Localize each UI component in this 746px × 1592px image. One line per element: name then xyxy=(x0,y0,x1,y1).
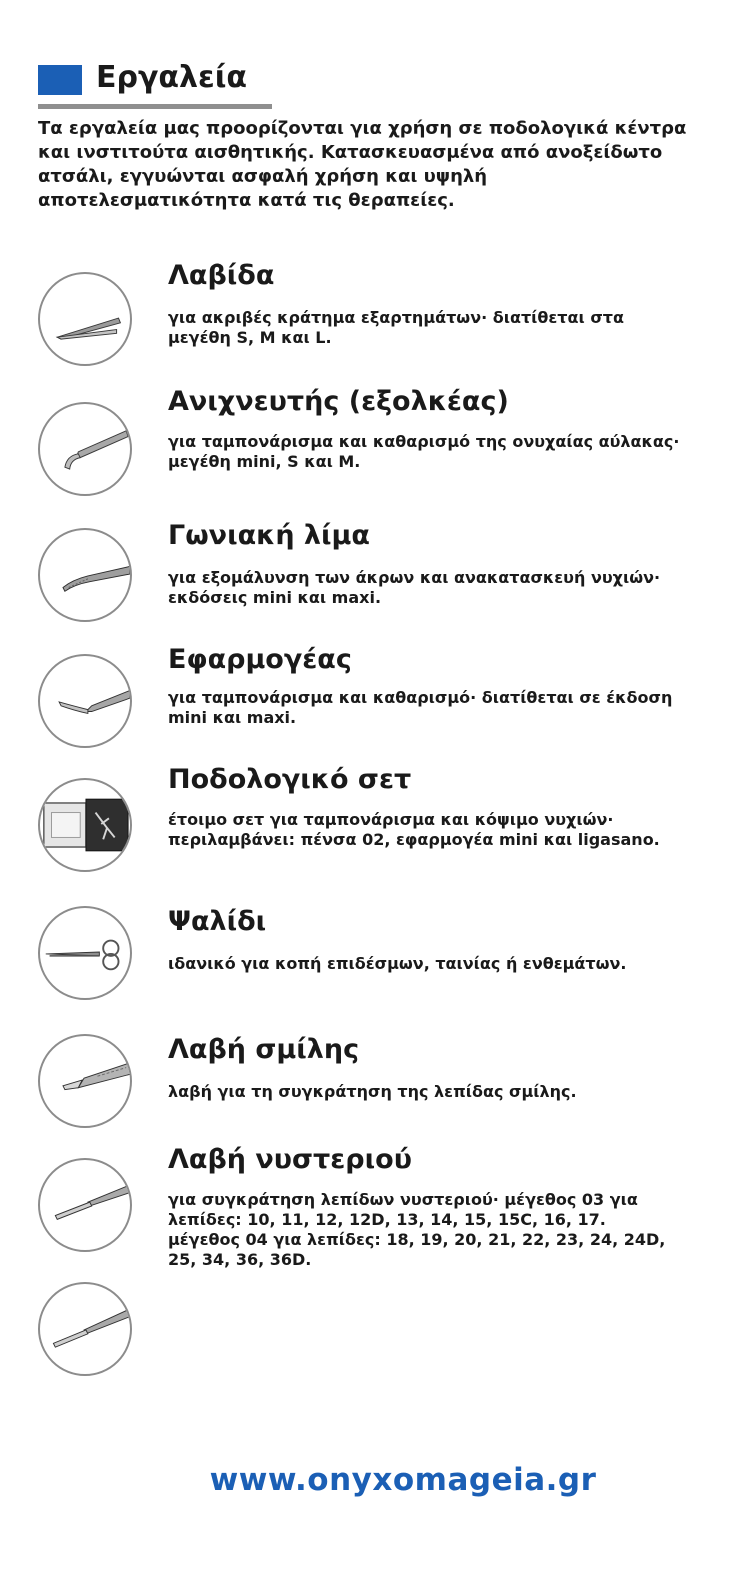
item-description: για ταμπονάρισμα και καθαρισμό της ονυχαίας αύλακας· μεγέθη mini, S και M. xyxy=(168,432,680,471)
item-title: Ψαλίδι xyxy=(168,906,267,937)
item-description: ιδανικό για κοπή επιδέσμων, ταινίας ή ενθεμάτων. xyxy=(168,954,627,973)
probe-icon xyxy=(38,402,132,496)
item-title: Ανιχνευτής (εξολκέας) xyxy=(168,386,509,417)
scalpel-handle-large-icon xyxy=(38,1282,132,1376)
angled-file-icon xyxy=(38,528,132,622)
item-description: λαβή για τη συγκράτηση της λεπίδας σμίλης. xyxy=(168,1082,577,1101)
item-description: για ακριβές κράτημα εξαρτημάτων· διατίθεται στα μεγέθη S, M και L. xyxy=(168,308,624,347)
header-underline xyxy=(38,104,272,109)
item-description-line: για συγκράτηση λεπίδων νυστεριού· μέγεθος 03 για λεπίδες: 10, 11, 12, 12D, 13, 14, 15, 15C, 16, 17. xyxy=(168,1190,638,1229)
item-description: για εξομάλυνση των άκρων και ανακατασκευή νυχιών· εκδόσεις mini και maxi. xyxy=(168,568,661,607)
item-title: Ποδολογικό σετ xyxy=(168,764,412,795)
item-title: Λαβίδα xyxy=(168,260,275,291)
item-description: για ταμπονάρισμα και καθαρισμό· διατίθεται σε έκδοση mini και maxi. xyxy=(168,688,673,727)
applicator-icon xyxy=(38,654,132,748)
item-title: Λαβή νυστεριού xyxy=(168,1144,412,1175)
item-description: έτοιμο σετ για ταμπονάρισμα και κόψιμο νυχιών· περιλαμβάνει: πένσα 02, εφαρμογέα mini και ligasano. xyxy=(168,810,660,849)
website-url: www.onyxomageia.gr xyxy=(209,1462,597,1498)
page-title: Εργαλεία xyxy=(96,60,247,95)
scissors-icon xyxy=(38,906,132,1000)
podology-set-icon xyxy=(38,778,132,872)
item-title: Εφαρμογέας xyxy=(168,644,352,675)
intro-text: Τα εργαλεία μας προορίζονται για χρήση σε ποδολογικά κέντρα και ινστιτούτα αισθητικής. Κατασκευασμένα από ανοξείδωτο ατσάλι, εγγυώνται ασφαλή χρήση και υψηλή αποτελεσματικότητα κατά τις θεραπείες. xyxy=(38,118,687,211)
chisel-handle-icon xyxy=(38,1034,132,1128)
tweezers-icon xyxy=(38,272,132,366)
item-description xyxy=(168,1190,688,1270)
header-accent-square xyxy=(38,65,82,95)
item-description-line: μέγεθος 04 για λεπίδες: 18, 19, 20, 21, 22, 23, 24, 24D, 25, 34, 36, 36D. xyxy=(168,1230,666,1269)
item-title: Γωνιακή λίμα xyxy=(168,520,370,551)
item-title: Λαβή σμίλης xyxy=(168,1034,360,1065)
scalpel-handle-icon xyxy=(38,1158,132,1252)
